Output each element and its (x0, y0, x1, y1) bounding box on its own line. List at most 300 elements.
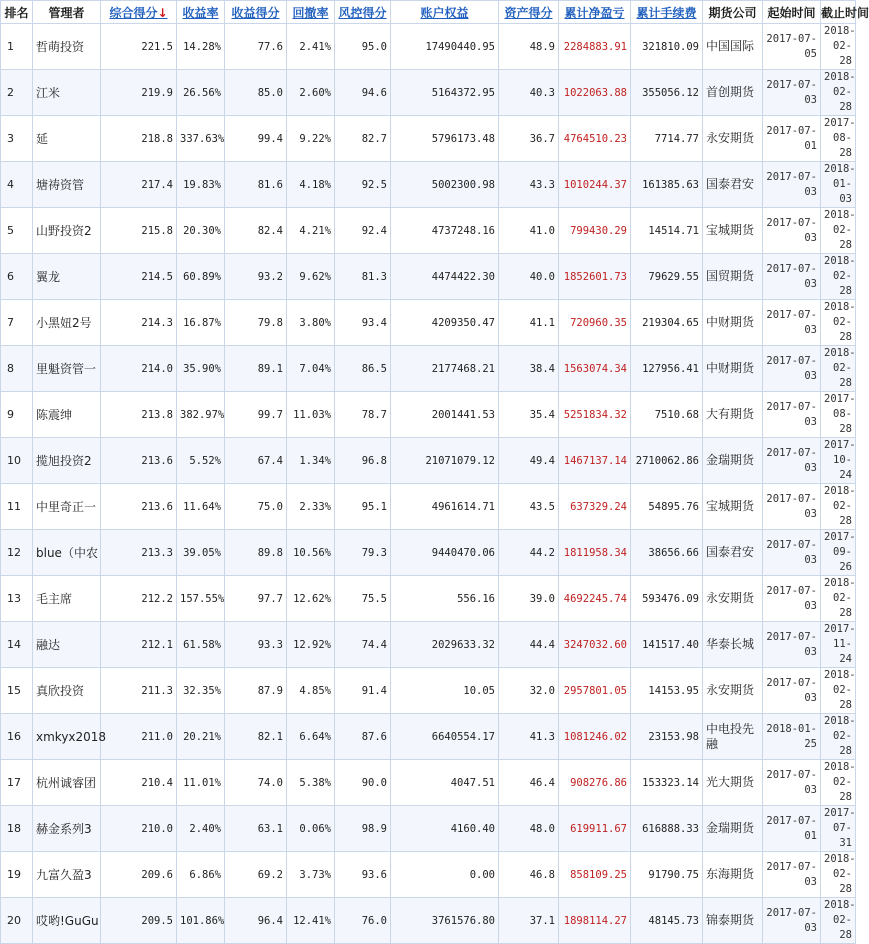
cell-cum-profit: 2284883.91 (559, 24, 631, 70)
cell-total-score: 211.0 (101, 714, 177, 760)
cell-return-score: 75.0 (225, 484, 287, 530)
cell-rank: 2 (1, 70, 33, 116)
cell-total-score: 214.3 (101, 300, 177, 346)
cell-equity: 6640554.17 (391, 714, 499, 760)
cell-equity: 2029633.32 (391, 622, 499, 668)
cell-start-date-part: 03 (804, 369, 817, 382)
cell-equity: 4160.40 (391, 806, 499, 852)
cell-company: 宝城期货 (703, 208, 763, 254)
cell-drawdown: 1.34% (287, 438, 335, 484)
cell-return-score: 67.4 (225, 438, 287, 484)
header-company: 期货公司 (703, 1, 763, 24)
cell-return-rate: 60.89% (177, 254, 225, 300)
cell-total-score: 217.4 (101, 162, 177, 208)
cell-start-date (763, 346, 821, 392)
cell-return-score: 99.4 (225, 116, 287, 162)
cell-total-score: 212.1 (101, 622, 177, 668)
cell-start-date (763, 116, 821, 162)
cell-equity: 5796173.48 (391, 116, 499, 162)
cell-cum-fee: 14153.95 (631, 668, 703, 714)
table-row (1, 208, 856, 254)
cell-return-score: 89.1 (225, 346, 287, 392)
cell-cum-fee: 593476.09 (631, 576, 703, 622)
cell-manager: xmkyx2018 (33, 714, 101, 760)
cell-asset-score: 35.4 (499, 392, 559, 438)
table-row (1, 346, 856, 392)
cell-end-date (821, 24, 856, 70)
header-cum-profit[interactable]: 累计净盈亏 (559, 1, 631, 24)
cell-total-score: 210.4 (101, 760, 177, 806)
cell-rank: 7 (1, 300, 33, 346)
header-start: 起始时间 (763, 1, 821, 24)
cell-return-score: 85.0 (225, 70, 287, 116)
cell-end-date-part: 28 (839, 239, 852, 251)
cell-company: 光大期货 (703, 760, 763, 806)
cell-end-date-part: 2018-02- (824, 761, 856, 788)
cell-manager: 九富久盈3 (33, 852, 101, 898)
cell-start-date-part: 03 (804, 875, 817, 888)
cell-drawdown: 3.73% (287, 852, 335, 898)
table-row (1, 70, 856, 116)
cell-total-score: 209.6 (101, 852, 177, 898)
cell-risk-score: 94.6 (335, 70, 391, 116)
cell-rank: 17 (1, 760, 33, 806)
cell-start-date-part: 2017-07- (766, 676, 817, 689)
cell-return-score: 63.1 (225, 806, 287, 852)
cell-cum-profit: 2957801.05 (559, 668, 631, 714)
cell-cum-profit: 1898114.27 (559, 898, 631, 944)
cell-manager: 融达 (33, 622, 101, 668)
cell-rank: 14 (1, 622, 33, 668)
cell-drawdown: 4.18% (287, 162, 335, 208)
cell-manager: 江米 (33, 70, 101, 116)
cell-end-date (821, 484, 856, 530)
cell-return-score: 82.4 (225, 208, 287, 254)
cell-company: 中国国际 (703, 24, 763, 70)
cell-risk-score: 78.7 (335, 392, 391, 438)
cell-cum-profit: 1010244.37 (559, 162, 631, 208)
cell-start-date (763, 484, 821, 530)
cell-drawdown: 7.04% (287, 346, 335, 392)
cell-equity: 4474422.30 (391, 254, 499, 300)
cell-start-date-part: 2017-07- (766, 308, 817, 321)
header-manager: 管理者 (33, 1, 101, 24)
cell-company: 中财期货 (703, 300, 763, 346)
cell-equity: 556.16 (391, 576, 499, 622)
cell-risk-score: 87.6 (335, 714, 391, 760)
cell-start-date-part: 2017-07- (766, 354, 817, 367)
table-row (1, 852, 856, 898)
cell-end-date-part: 24 (839, 653, 852, 665)
header-asset-score[interactable]: 资产得分 (499, 1, 559, 24)
cell-end-date (821, 162, 856, 208)
cell-manager: 延 (33, 116, 101, 162)
cell-cum-profit: 1563074.34 (559, 346, 631, 392)
cell-rank: 20 (1, 898, 33, 944)
cell-rank: 12 (1, 530, 33, 576)
cell-start-date-part: 2017-07- (766, 584, 817, 597)
cell-end-date-part: 28 (839, 929, 852, 941)
arrow-down-icon: ↓ (157, 5, 168, 20)
cell-cum-fee: 161385.63 (631, 162, 703, 208)
cell-equity: 5164372.95 (391, 70, 499, 116)
cell-start-date-part: 03 (804, 921, 817, 934)
cell-end-date (821, 852, 856, 898)
cell-return-score: 87.9 (225, 668, 287, 714)
cell-end-date (821, 530, 856, 576)
cell-end-date-part: 2018-02- (824, 71, 856, 98)
cell-return-rate: 382.97% (177, 392, 225, 438)
cell-return-score: 74.0 (225, 760, 287, 806)
cell-start-date-part: 2017-07- (766, 262, 817, 275)
cell-end-date (821, 668, 856, 714)
cell-end-date-part: 26 (839, 561, 852, 573)
cell-rank: 19 (1, 852, 33, 898)
cell-end-date-part: 28 (839, 423, 852, 435)
header-row (1, 1, 856, 24)
cell-rank: 11 (1, 484, 33, 530)
cell-return-rate: 20.21% (177, 714, 225, 760)
cell-cum-profit: 1811958.34 (559, 530, 631, 576)
cell-total-score: 211.3 (101, 668, 177, 714)
cell-total-score: 218.8 (101, 116, 177, 162)
cell-cum-fee: 219304.65 (631, 300, 703, 346)
cell-risk-score: 79.3 (335, 530, 391, 576)
cell-return-rate: 14.28% (177, 24, 225, 70)
cell-manager: 翼龙 (33, 254, 101, 300)
cell-cum-profit: 1852601.73 (559, 254, 631, 300)
cell-end-date (821, 116, 856, 162)
cell-total-score: 209.5 (101, 898, 177, 944)
cell-company: 宝城期货 (703, 484, 763, 530)
cell-equity: 4961614.71 (391, 484, 499, 530)
cell-risk-score: 91.4 (335, 668, 391, 714)
cell-equity: 4737248.16 (391, 208, 499, 254)
cell-cum-fee: 2710062.86 (631, 438, 703, 484)
cell-start-date-part: 03 (804, 783, 817, 796)
cell-asset-score: 49.4 (499, 438, 559, 484)
cell-return-score: 97.7 (225, 576, 287, 622)
cell-start-date-part: 2018-01- (766, 722, 817, 735)
cell-total-score: 214.5 (101, 254, 177, 300)
cell-end-date-part: 28 (839, 101, 852, 113)
cell-end-date (821, 208, 856, 254)
cell-cum-profit: 799430.29 (559, 208, 631, 254)
cell-cum-profit: 4764510.23 (559, 116, 631, 162)
cell-return-rate: 101.86% (177, 898, 225, 944)
cell-end-date-part: 03 (839, 193, 852, 205)
cell-drawdown: 12.41% (287, 898, 335, 944)
cell-start-date-part: 03 (804, 507, 817, 520)
header-return-score[interactable]: 收益得分 (225, 1, 287, 24)
cell-return-rate: 26.56% (177, 70, 225, 116)
cell-risk-score: 93.4 (335, 300, 391, 346)
cell-company: 国贸期货 (703, 254, 763, 300)
header-risk-score[interactable]: 风控得分 (335, 1, 391, 24)
cell-start-date (763, 162, 821, 208)
cell-start-date (763, 852, 821, 898)
cell-return-rate: 157.55% (177, 576, 225, 622)
cell-start-date (763, 576, 821, 622)
cell-drawdown: 2.33% (287, 484, 335, 530)
cell-risk-score: 95.1 (335, 484, 391, 530)
table-row (1, 162, 856, 208)
cell-asset-score: 44.4 (499, 622, 559, 668)
cell-end-date-part: 28 (839, 883, 852, 895)
cell-drawdown: 0.06% (287, 806, 335, 852)
cell-start-date (763, 208, 821, 254)
cell-manager: 赫金系列3 (33, 806, 101, 852)
cell-start-date-part: 2017-07- (766, 400, 817, 413)
cell-company: 金瑞期货 (703, 438, 763, 484)
cell-rank: 8 (1, 346, 33, 392)
cell-end-date-part: 2017-11- (824, 623, 856, 650)
cell-return-rate: 2.40% (177, 806, 225, 852)
cell-total-score: 219.9 (101, 70, 177, 116)
cell-company: 首创期货 (703, 70, 763, 116)
cell-start-date (763, 254, 821, 300)
cell-cum-fee: 54895.76 (631, 484, 703, 530)
cell-manager: blue（中农 (33, 530, 101, 576)
header-rank: 排名 (1, 1, 33, 24)
cell-manager: 杭州诚睿团 (33, 760, 101, 806)
cell-risk-score: 75.5 (335, 576, 391, 622)
header-equity[interactable]: 账户权益 (391, 1, 499, 24)
cell-rank: 13 (1, 576, 33, 622)
cell-end-date-part: 2018-02- (824, 25, 856, 52)
cell-end-date-part: 2018-02- (824, 347, 856, 374)
cell-cum-fee: 7714.77 (631, 116, 703, 162)
cell-end-date (821, 254, 856, 300)
cell-start-date-part: 2017-07- (766, 216, 817, 229)
cell-end-date-part: 2017-10- (824, 439, 856, 466)
cell-drawdown: 4.85% (287, 668, 335, 714)
cell-start-date-part: 03 (804, 645, 817, 658)
cell-start-date-part: 2017-07- (766, 768, 817, 781)
cell-asset-score: 48.0 (499, 806, 559, 852)
cell-drawdown: 12.92% (287, 622, 335, 668)
cell-equity: 4209350.47 (391, 300, 499, 346)
cell-end-date (821, 806, 856, 852)
cell-asset-score: 41.0 (499, 208, 559, 254)
cell-asset-score: 37.1 (499, 898, 559, 944)
cell-total-score: 213.3 (101, 530, 177, 576)
cell-cum-fee: 127956.41 (631, 346, 703, 392)
cell-start-date (763, 300, 821, 346)
cell-end-date-part: 28 (839, 699, 852, 711)
cell-start-date (763, 760, 821, 806)
cell-drawdown: 3.80% (287, 300, 335, 346)
cell-manager: 中里奇正一 (33, 484, 101, 530)
cell-return-rate: 11.64% (177, 484, 225, 530)
cell-start-date (763, 806, 821, 852)
cell-start-date-part: 01 (804, 829, 817, 842)
cell-end-date-part: 31 (839, 837, 852, 849)
cell-risk-score: 93.6 (335, 852, 391, 898)
cell-end-date-part: 2018-02- (824, 669, 856, 696)
cell-company: 锦泰期货 (703, 898, 763, 944)
cell-risk-score: 95.0 (335, 24, 391, 70)
cell-end-date-part: 2018-01- (824, 163, 856, 190)
cell-drawdown: 2.60% (287, 70, 335, 116)
cell-cum-fee: 14514.71 (631, 208, 703, 254)
cell-return-score: 79.8 (225, 300, 287, 346)
table-row (1, 806, 856, 852)
cell-cum-profit: 858109.25 (559, 852, 631, 898)
cell-end-date (821, 898, 856, 944)
cell-equity: 4047.51 (391, 760, 499, 806)
cell-end-date-part: 28 (839, 331, 852, 343)
table-row (1, 576, 856, 622)
cell-risk-score: 76.0 (335, 898, 391, 944)
cell-end-date-part: 28 (839, 377, 852, 389)
cell-drawdown: 9.62% (287, 254, 335, 300)
cell-end-date (821, 346, 856, 392)
cell-start-date (763, 24, 821, 70)
header-total-score-label[interactable]: 综合得分 (109, 5, 158, 20)
cell-return-score: 93.2 (225, 254, 287, 300)
cell-rank: 16 (1, 714, 33, 760)
cell-manager: 陈震绅 (33, 392, 101, 438)
cell-end-date (821, 300, 856, 346)
cell-rank: 10 (1, 438, 33, 484)
cell-start-date-part: 03 (804, 185, 817, 198)
cell-end-date-part: 2017-08- (824, 393, 856, 420)
cell-total-score: 215.8 (101, 208, 177, 254)
cell-return-rate: 35.90% (177, 346, 225, 392)
cell-return-rate: 11.01% (177, 760, 225, 806)
cell-rank: 4 (1, 162, 33, 208)
cell-drawdown: 4.21% (287, 208, 335, 254)
cell-company: 永安期货 (703, 116, 763, 162)
cell-company: 华泰长城 (703, 622, 763, 668)
cell-start-date-part: 03 (804, 599, 817, 612)
cell-return-score: 77.6 (225, 24, 287, 70)
cell-start-date (763, 530, 821, 576)
cell-equity: 0.00 (391, 852, 499, 898)
cell-cum-fee: 141517.40 (631, 622, 703, 668)
cell-end-date-part: 2017-07- (824, 807, 856, 834)
cell-risk-score: 90.0 (335, 760, 391, 806)
cell-cum-fee: 79629.55 (631, 254, 703, 300)
cell-return-score: 82.1 (225, 714, 287, 760)
table-row (1, 668, 856, 714)
cell-end-date-part: 28 (839, 607, 852, 619)
cell-cum-profit: 1081246.02 (559, 714, 631, 760)
cell-end-date (821, 622, 856, 668)
cell-company: 大有期货 (703, 392, 763, 438)
cell-risk-score: 82.7 (335, 116, 391, 162)
table-row (1, 898, 856, 944)
cell-start-date-part: 2017-07- (766, 124, 817, 137)
cell-manager: 揽旭投资2 (33, 438, 101, 484)
cell-cum-profit: 1467137.14 (559, 438, 631, 484)
cell-manager: 里魁资管一 (33, 346, 101, 392)
cell-asset-score: 46.4 (499, 760, 559, 806)
cell-asset-score: 48.9 (499, 24, 559, 70)
cell-start-date-part: 25 (804, 737, 817, 750)
cell-end-date-part: 28 (839, 285, 852, 297)
cell-asset-score: 36.7 (499, 116, 559, 162)
cell-end-date (821, 438, 856, 484)
cell-return-rate: 19.83% (177, 162, 225, 208)
cell-cum-fee: 7510.68 (631, 392, 703, 438)
table-row (1, 300, 856, 346)
table-body (1, 24, 856, 944)
cell-end-date-part: 2018-02- (824, 853, 856, 880)
cell-risk-score: 92.4 (335, 208, 391, 254)
cell-end-date-part: 2018-02- (824, 577, 856, 604)
cell-end-date (821, 576, 856, 622)
header-cum-fee[interactable]: 累计手续费 (631, 1, 703, 24)
cell-end-date-part: 2018-02- (824, 301, 856, 328)
cell-return-score: 96.4 (225, 898, 287, 944)
cell-asset-score: 39.0 (499, 576, 559, 622)
cell-return-score: 89.8 (225, 530, 287, 576)
cell-start-date-part: 2017-07- (766, 860, 817, 873)
cell-end-date-part: 24 (839, 469, 852, 481)
cell-total-score: 221.5 (101, 24, 177, 70)
cell-risk-score: 86.5 (335, 346, 391, 392)
cell-cum-profit: 908276.86 (559, 760, 631, 806)
header-drawdown[interactable]: 回撤率 (287, 1, 335, 24)
cell-risk-score: 98.9 (335, 806, 391, 852)
cell-end-date-part: 2018-02- (824, 485, 856, 512)
cell-return-rate: 337.63% (177, 116, 225, 162)
cell-company: 国泰君安 (703, 162, 763, 208)
cell-manager: 哲萌投资 (33, 24, 101, 70)
cell-total-score: 214.0 (101, 346, 177, 392)
cell-start-date-part: 2017-07- (766, 538, 817, 551)
cell-start-date-part: 03 (804, 277, 817, 290)
cell-equity: 2001441.53 (391, 392, 499, 438)
cell-drawdown: 10.56% (287, 530, 335, 576)
cell-asset-score: 40.3 (499, 70, 559, 116)
cell-drawdown: 6.64% (287, 714, 335, 760)
cell-cum-profit: 5251834.32 (559, 392, 631, 438)
table-row (1, 530, 856, 576)
cell-end-date (821, 760, 856, 806)
header-return-rate[interactable]: 收益率 (177, 1, 225, 24)
cell-start-date-part: 2017-07- (766, 906, 817, 919)
table-row (1, 622, 856, 668)
cell-end-date-part: 28 (839, 515, 852, 527)
cell-rank: 5 (1, 208, 33, 254)
cell-risk-score: 96.8 (335, 438, 391, 484)
cell-cum-profit: 4692245.74 (559, 576, 631, 622)
cell-cum-profit: 1022063.88 (559, 70, 631, 116)
cell-start-date-part: 03 (804, 93, 817, 106)
cell-return-score: 81.6 (225, 162, 287, 208)
cell-start-date-part: 03 (804, 691, 817, 704)
cell-return-rate: 61.58% (177, 622, 225, 668)
cell-end-date-part: 2018-02- (824, 209, 856, 236)
cell-end-date-part: 2018-02- (824, 255, 856, 282)
cell-cum-profit: 3247032.60 (559, 622, 631, 668)
cell-asset-score: 43.5 (499, 484, 559, 530)
cell-rank: 15 (1, 668, 33, 714)
cell-return-rate: 32.35% (177, 668, 225, 714)
header-total-score[interactable] (101, 1, 177, 24)
cell-start-date-part: 03 (804, 461, 817, 474)
cell-cum-fee: 153323.14 (631, 760, 703, 806)
cell-start-date-part: 2017-07- (766, 170, 817, 183)
cell-equity: 21071079.12 (391, 438, 499, 484)
header-end: 截止时间 (821, 1, 856, 24)
cell-asset-score: 41.3 (499, 714, 559, 760)
table-row (1, 760, 856, 806)
cell-end-date-part: 28 (839, 147, 852, 159)
